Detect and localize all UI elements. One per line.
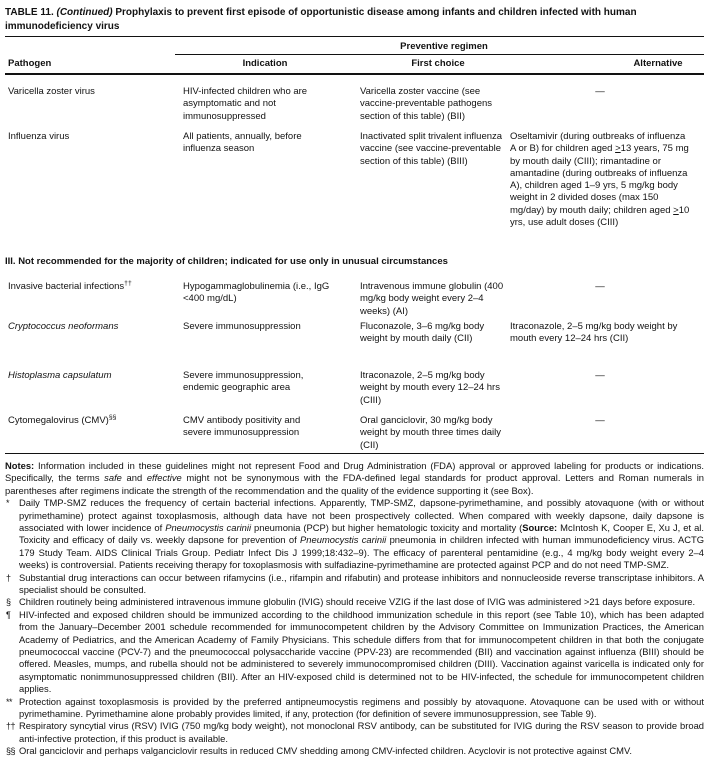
- footnote-text: HIV-infected and exposed children should be immunized according to the childhood immunization schedule in this report (see Table 10), which has been adapted from the January–December 2001 schedule recommended for immunocompetent children by the Advisory Committee on Immunization Practices, the American Academy of Pediatrics, and the American Academy of Family Physicians. This schedule differs from that for immunocompetent children in that both the conjugate pneumococcal vaccine (PCV-7) and the pneumococcal polysaccharide vaccine (PPV-23) are recommended (BII) and vaccination against influenza (BIII) should be offered. Measles, mumps, and rubella should not be administered to severely immunocompromised children (DIII). Vaccination against varicella is indicated only for asymptomatic nonimmunosuppressed children (BII). After an HIV-exposed child is determined not to be HIV-infected, the schedule for immunocompetent children applies.: [19, 608, 704, 695]
- footnote-dagger: [5, 572, 704, 597]
- indication-cell: All patients, annually, before influenza season: [183, 131, 302, 155]
- footnote-section: [5, 596, 704, 608]
- alternative-cell: —: [595, 370, 605, 381]
- first-choice-cell: Fluconazole, 3–6 mg/kg body weight by mouth daily (CII): [360, 321, 485, 345]
- footnote-marker: ††: [6, 721, 16, 732]
- alternative-cell: Itraconazole, 2–5 mg/kg body weight by mouth every 12–24 hrs (CII): [510, 321, 678, 345]
- footnote-double-asterisk: [5, 696, 704, 721]
- column-header-first-choice: First choice: [411, 58, 465, 69]
- footnote-double-dagger: [5, 720, 704, 745]
- table-row-invasive-bacterial: [5, 281, 704, 321]
- indication-cell: Hypogammaglobulinemia (i.e., IgG <400 mg/dL): [183, 281, 330, 305]
- indication-cell: Severe immunosuppression, endemic geographic area: [183, 370, 304, 394]
- table-row-influenza: [5, 131, 704, 254]
- pathogen-cell: Varicella zoster virus: [8, 86, 95, 97]
- first-choice-cell: Inactivated split trivalent influenza vaccine (see vaccine-preventable section of this table) (BIII): [360, 131, 503, 167]
- pathogen-cell: Histoplasma capsulatum: [8, 370, 112, 381]
- footnote-text: Daily TMP-SMZ reduces the frequency of certain bacterial infections. Apparently, TMP-SMZ, dapsone-pyrimethamine, and possibly atovaquone (with or without pyrimethamine) protect against toxoplasmosis, although data have not been prospectively collected. When compared with weekly dapsone, daily dapsone is associated with lower incidence of Pneumocystis carinii pneumonia (PCP) but higher hematologic toxicity and mortality (Source: McIntosh K, Cooper E, Xu J, et al. Toxicity and efficacy of daily vs. weekly dapsone for prevention of Pneumocystis carinii pneumonia in children infected with human immunodeficiency virus. ACTG 179 Study Team. AIDS Clinical Trials Group. Pediatr Infect Dis J 1999;18:432–9). The efficacy of parenteral pentamidine (e.g., 4 mg/kg body weight every 2–4 weeks) is controversial. Patients receiving therapy for toxoplasmosis with sulfadiazine-pyrimethamine are protected against PCP and do not need TMP-SMZ.: [19, 497, 704, 571]
- header-rule: [5, 73, 704, 75]
- footnote-marker: **: [6, 696, 13, 707]
- column-header-pathogen: Pathogen: [8, 58, 52, 69]
- first-choice-cell: Oral ganciclovir, 30 mg/kg body weight by mouth three times daily (CII): [360, 415, 501, 451]
- section-heading: III. Not recommended for the majority of children; indicated for use only in unusual circumstances: [5, 256, 448, 267]
- alternative-cell: —: [595, 86, 605, 97]
- column-header-row: [5, 55, 704, 73]
- table-bottom-rule: [5, 453, 704, 454]
- footnote-text: Protection against toxoplasmosis is provided by the preferred antipneumocystis regimens and possibly by atovaquone. Atovaquone can be used with or without pyrimethamine. Pyrimethamine alone probably provides limited, if any, protection (for definition of severe immunosuppression, see Table 9).: [19, 695, 704, 720]
- first-choice-cell: Intravenous immune globulin (400 mg/kg body weight every 2–4 weeks) (AI): [360, 281, 504, 317]
- footnote-marker: §§: [6, 746, 16, 757]
- footnote-text: Oral ganciclovir and perhaps valganciclovir results in reduced CMV shedding among CMV-infected children. Acyclovir is not protective against CMV.: [19, 745, 632, 757]
- pathogen-cell: Invasive bacterial infections††: [8, 279, 132, 292]
- footnote-marker: †: [6, 572, 11, 583]
- footnote-text: Substantial drug interactions can occur between rifamycins (i.e., rifampin and rifabutin) and protease inhibitors and nonnucleoside reverse transcriptase inhibitors. A specialist should be consulted.: [19, 571, 704, 595]
- footnote-marker: §: [6, 597, 11, 608]
- alternative-cell: —: [595, 415, 605, 426]
- table-row-histoplasma: [5, 370, 704, 415]
- table-row-cytomegalovirus: [5, 415, 704, 452]
- notes-paragraph: Notes: Information included in these guidelines might not represent Food and Drug Administration (FDA) approval or approved labeling for products or indications. Specifically, the terms safe and effective might not be synonymous with the FDA-defined legal standards for product approval. Letters and Roman numerals in parentheses after regimens indicate the strength of the recommendation and the quality of the evidence supporting it (see Box).: [5, 459, 704, 496]
- column-header-alternative: Alternative: [633, 58, 683, 69]
- footnote-double-section: [5, 745, 704, 757]
- alternative-cell: Oseltamivir (during outbreaks of influenza A or B) for children aged >13 years, 75 mg by mouth daily (CIII); rimantadine or amantadine (during outbreaks of influenza A), children aged 1–9 yrs, 5 mg/kg body weight in 2 divided doses (max 150 mg/day) by mouth daily; children aged >10 yrs, use adult doses (CIII): [510, 131, 690, 229]
- first-choice-cell: Itraconazole, 2–5 mg/kg body weight by mouth every 12–24 hrs (CIII): [360, 370, 500, 406]
- footnote-marker: *: [6, 498, 10, 509]
- alternative-cell: —: [595, 281, 605, 292]
- pathogen-cell: Cryptococcus neoformans: [8, 321, 119, 332]
- pathogen-cell: Cytomegalovirus (CMV)§§: [8, 413, 117, 426]
- footnote-text: Children routinely being administered intravenous immune globulin (IVIG) should receive VZIG if the last dose of IVIG was administered >21 days before exposure.: [19, 596, 696, 608]
- table-title: TABLE 11. (Continued) Prophylaxis to prevent first episode of opportunistic disease among infants and children infected with human immunodeficiency virus: [5, 7, 637, 32]
- column-header-indication: Indication: [242, 58, 288, 69]
- first-choice-cell: Varicella zoster vaccine (see vaccine-preventable pathogens section of this table) (BII): [360, 86, 493, 122]
- footnote-asterisk: [5, 497, 704, 571]
- preventive-regimen-spanner: Preventive regimen: [400, 41, 488, 52]
- footnote-text: Respiratory syncytial virus (RSV) IVIG (750 mg/kg body weight), not monoclonal RSV antibody, can be substituted for IVIG during the RSV season to provide broad anti-infective protection, if this product is available.: [19, 720, 704, 744]
- table-row-varicella: [5, 86, 704, 131]
- table-header-spanner-row: [5, 37, 704, 55]
- indication-cell: HIV-infected children who are asymptomatic and not immunosuppressed: [183, 86, 308, 122]
- footnote-pilcrow: [5, 609, 704, 696]
- pathogen-cell: Influenza virus: [8, 131, 70, 142]
- indication-cell: Severe immunosuppression: [183, 321, 301, 332]
- footnote-marker: ¶: [6, 609, 11, 620]
- table-row-cryptococcus: [5, 321, 704, 370]
- indication-cell: CMV antibody positivity and severe immunosuppression: [183, 415, 301, 439]
